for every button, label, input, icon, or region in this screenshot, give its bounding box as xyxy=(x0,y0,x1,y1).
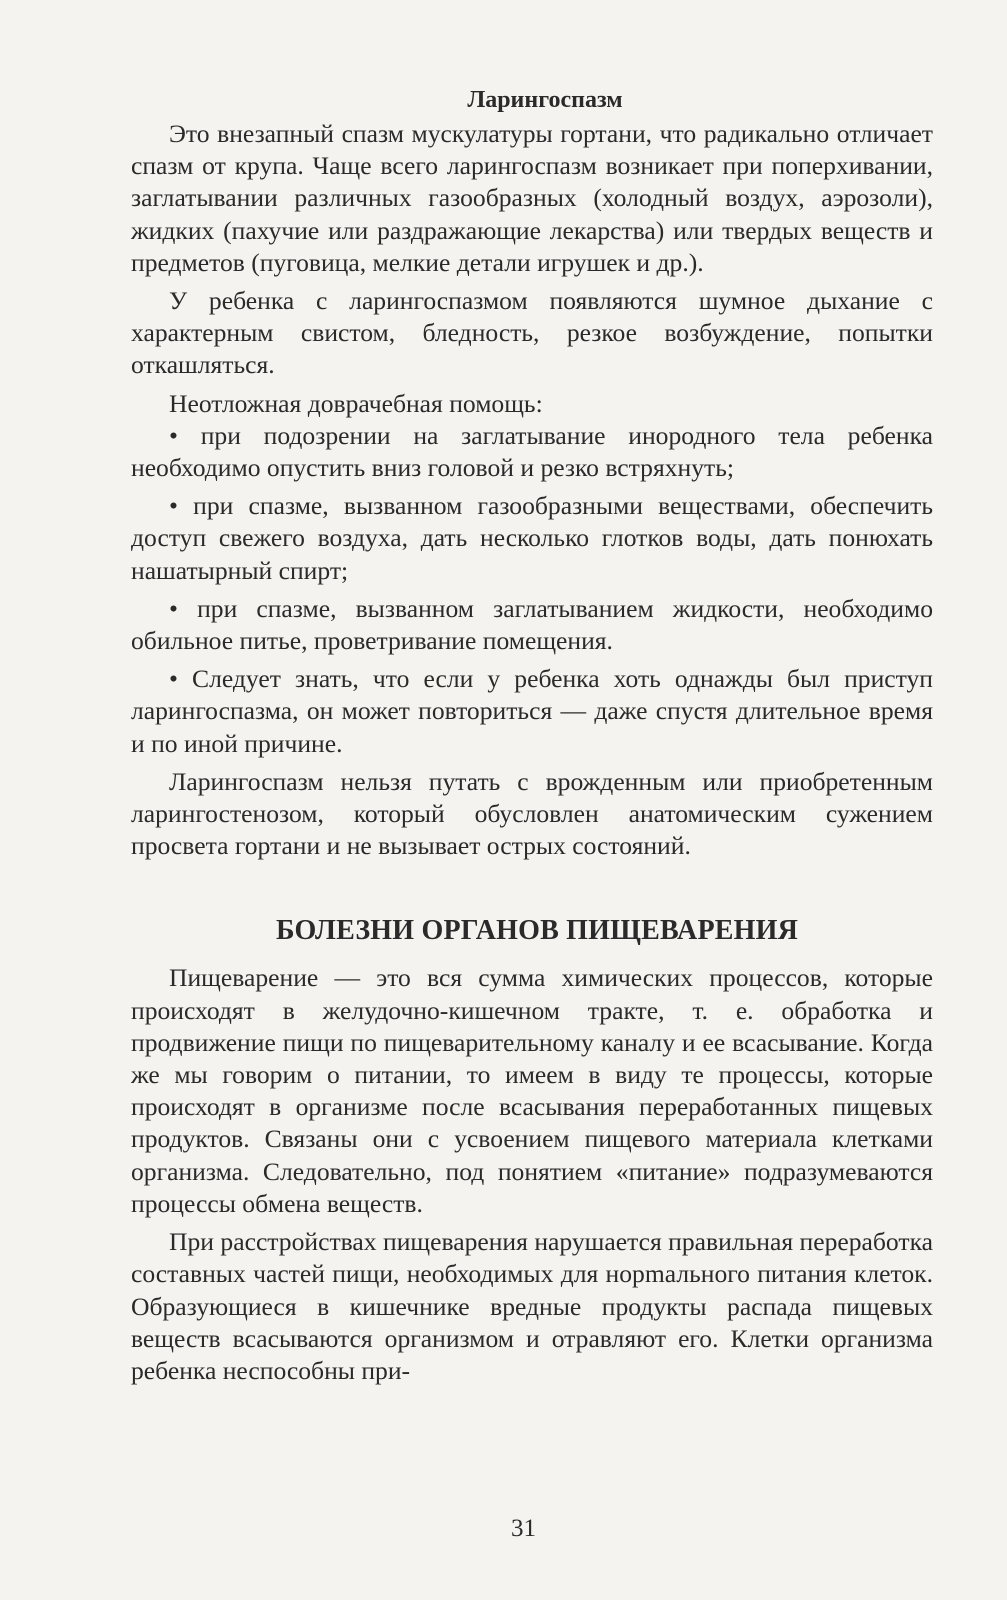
page-text xyxy=(131,83,933,1387)
bullet-paragraph: • при подозрении на заглатывание инородного тела ребенка необходимо опустить вниз головой и резко встряхнуть; xyxy=(131,420,933,483)
bullet-paragraph: • Следует знать, что если у ребенка хоть однажды был приступ ларингоспазма, он может повториться — даже спустя длительное время и по иной причине. xyxy=(131,664,933,758)
paragraph: Неотложная доврачебная помощь: xyxy=(169,388,543,418)
section-heading: Ларингоспазм xyxy=(467,87,623,113)
paragraph: Пищеварение — это вся сумма химических процессов, которые происходят в желудочно-кишечном тракте, т. е. обработка и продвижение пищи по пищеварительному каналу и ее всасывание. Когда же мы говорим о питании, то имеем в виду те процессы, которые происходят в организме после всасывания переработанных пищевых продуктов. Связаны они с усвоением пищевого материала клетками организма. Следовательно, под понятием «питание» подразумеваются процессы обмена веществ. xyxy=(131,963,933,1218)
page-number: 31 xyxy=(511,1515,536,1542)
paragraph: При расстройствах пищеварения нарушается правильная переработка составных частей пищи, необходимых для норmального питания клеток. Образующиеся в кишечнике вредные продукты распада пищевых веществ всасываются организмом и отравляют его. Клетки организма ребенка неспособны при- xyxy=(131,1227,933,1385)
paragraph: Это внезапный спазм мускулатуры гортани, что радикально отличает спазм от крупа. Чаще всего ларингоспазм возникает при поперхивании, заглатывании различных газообразных (холодный воздух, аэрозоли), жидких (пахучие или раздражающие лекарства) или твердых веществ и предметов (пуговица, мелкие детали игрушек и др.). xyxy=(131,119,933,277)
paragraph: У ребенка с ларингоспазмом появляются шумное дыхание с характерным свистом, бледность, резкое возбуждение, попытки откашляться. xyxy=(131,286,933,380)
bullet-paragraph: • при спазме, вызванном заглатыванием жидкости, необходимо обильное питье, проветривание помещения. xyxy=(131,593,933,656)
bullet-paragraph: • при спазме, вызванном газообразными веществами, обеспечить доступ свежего воздуха, дать несколько глотков воды, дать понюхать нашатырный спирт; xyxy=(131,491,933,585)
chapter-heading: БОЛЕЗНИ ОРГАНОВ ПИЩЕВАРЕНИЯ xyxy=(275,915,799,947)
paragraph: Ларингоспазм нельзя путать с врожденным или приобретенным ларингостенозом, который обусловлен анатомическим сужением просвета гортани и не вызывает острых состояний. xyxy=(131,766,933,861)
